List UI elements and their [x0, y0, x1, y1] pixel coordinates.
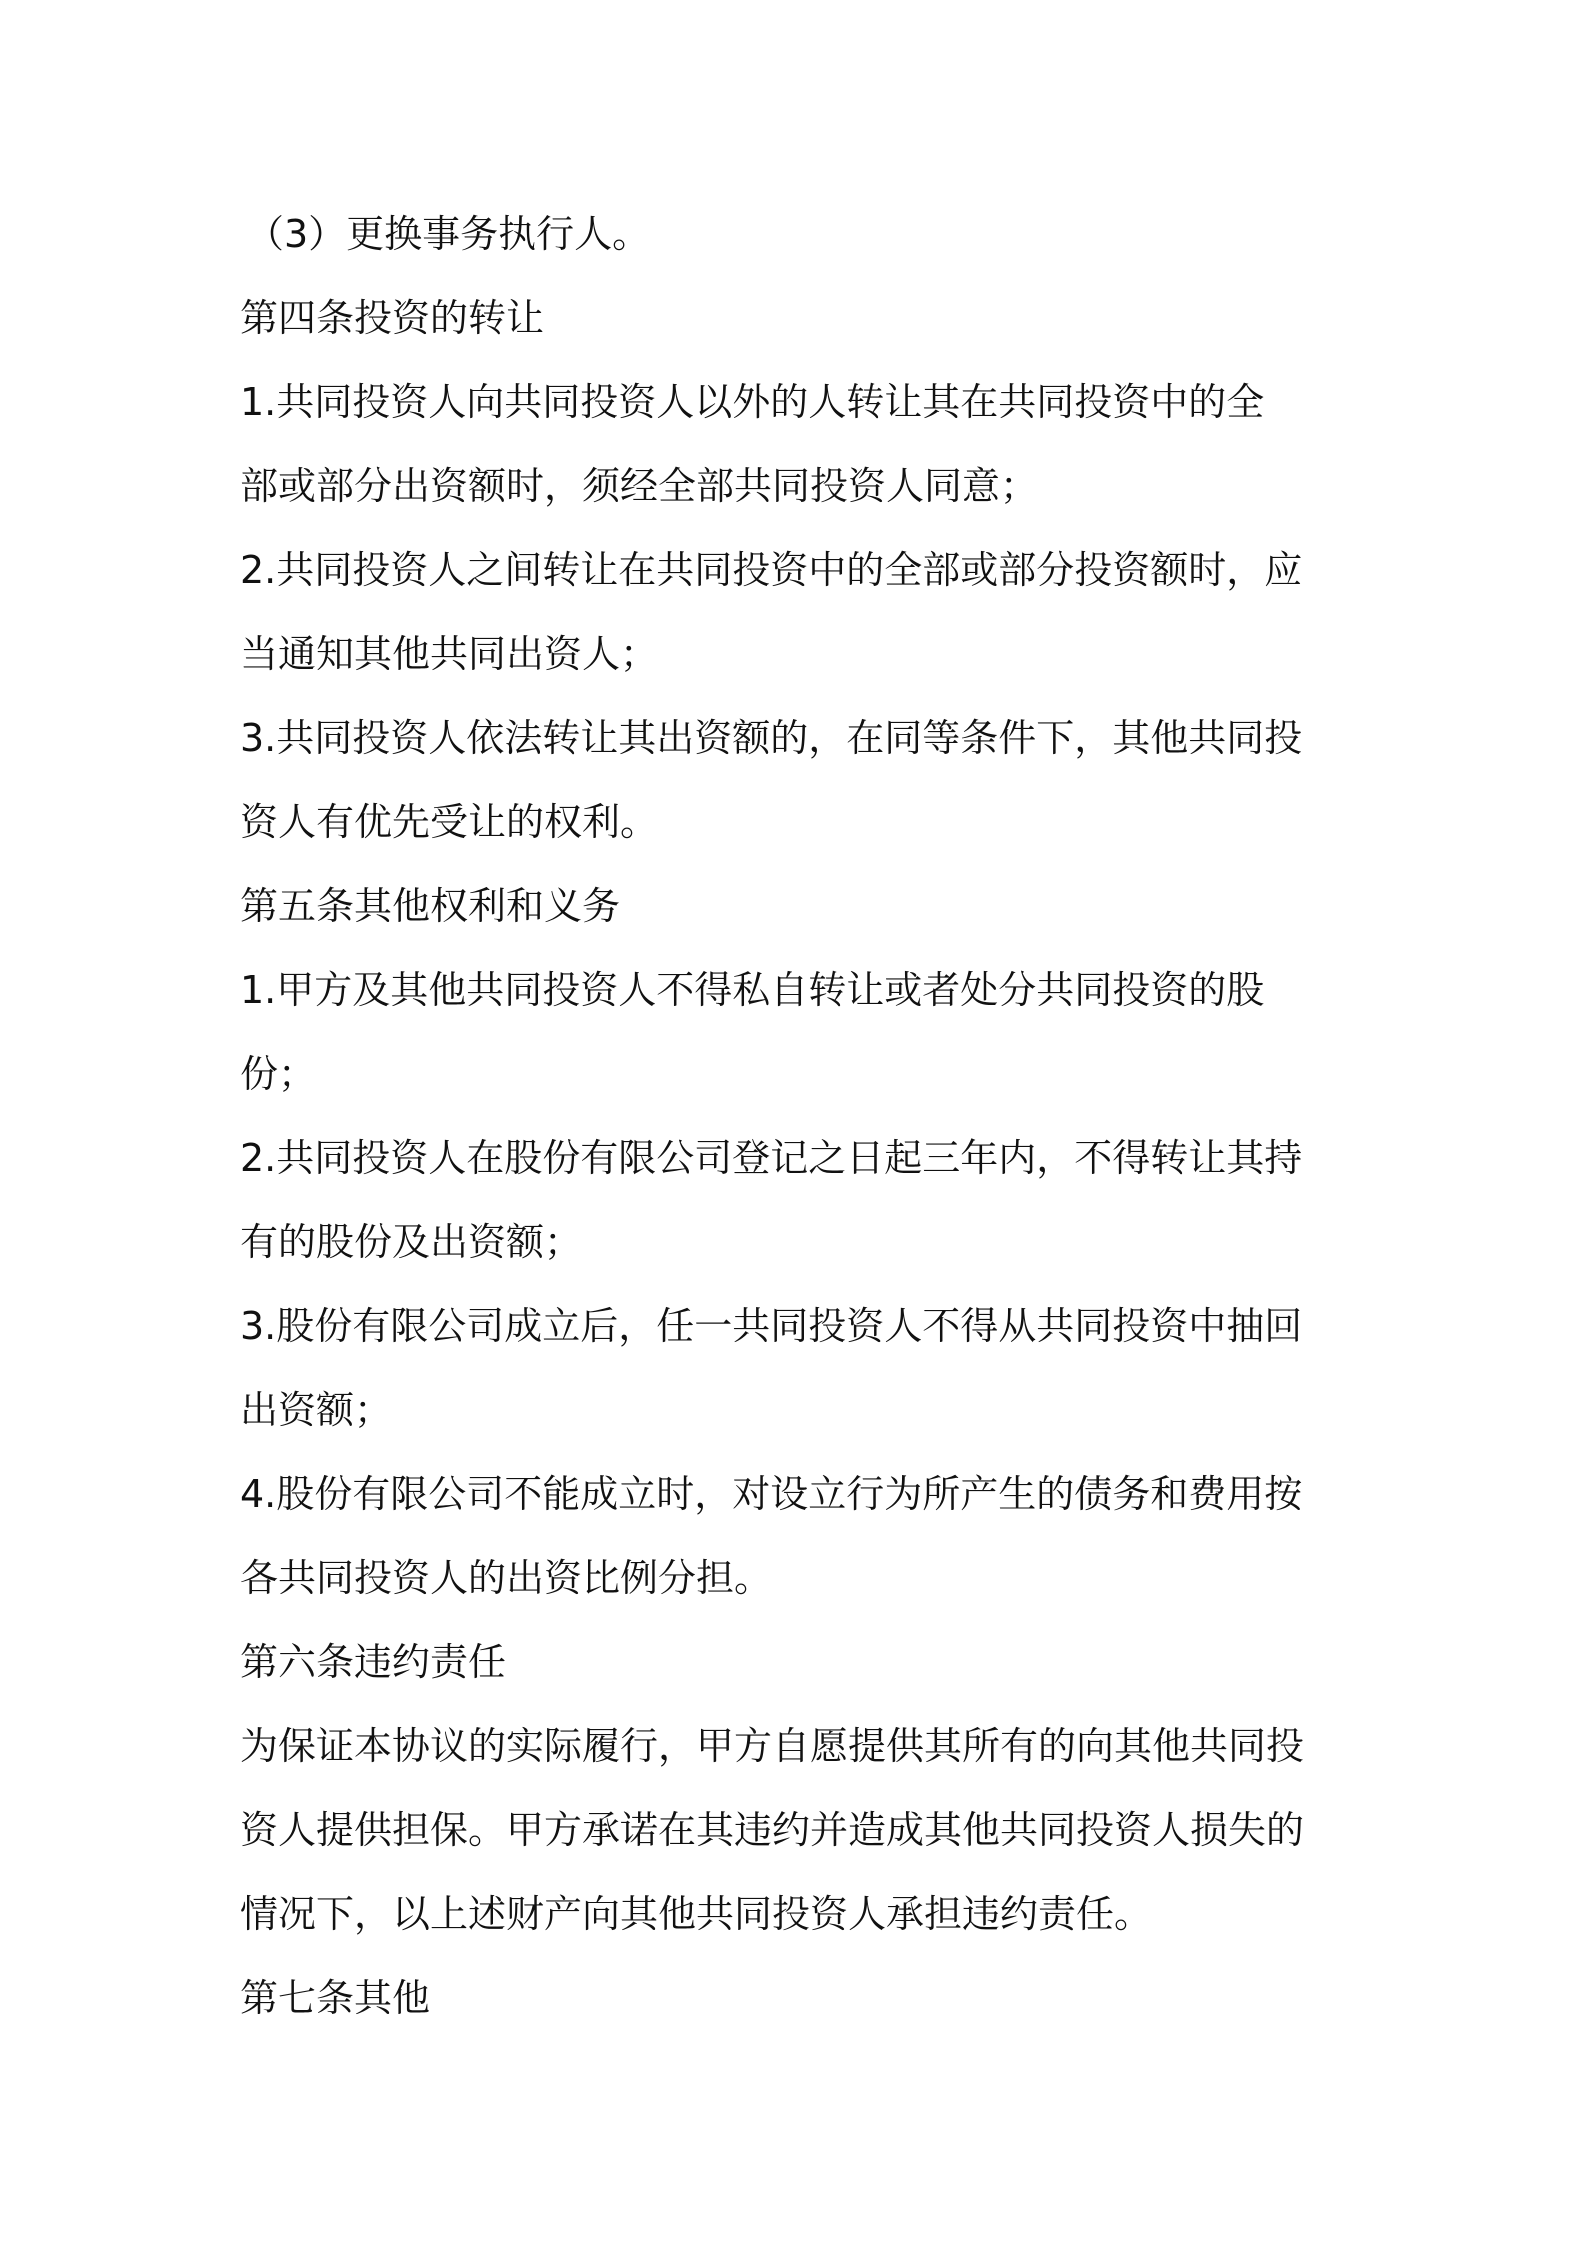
paragraph-line: 2.共同投资人在股份有限公司登记之日起三年内，不得转让其持: [240, 1136, 1303, 1180]
list-item-replace-executor: （3）更换事务执行人。: [246, 212, 651, 256]
section-heading-article-5: 第五条其他权利和义务: [240, 884, 621, 928]
paragraph-line: 有的股份及出资额；: [240, 1220, 583, 1264]
paragraph-line: 出资额；: [240, 1388, 393, 1432]
paragraph-line: 3.共同投资人依法转让其出资额的，在同等条件下，其他共同投: [240, 716, 1303, 760]
paragraph-line: 3.股份有限公司成立后，任一共同投资人不得从共同投资中抽回: [240, 1304, 1303, 1348]
paragraph-line: 为保证本协议的实际履行，甲方自愿提供其所有的向其他共同投: [240, 1724, 1305, 1768]
paragraph-line: 份；: [240, 1052, 317, 1096]
section-heading-article-7: 第七条其他: [240, 1976, 431, 2020]
paragraph-line: 资人有优先受让的权利。: [240, 800, 659, 844]
section-heading-article-6: 第六条违约责任: [240, 1640, 507, 1684]
paragraph-line: 1.共同投资人向共同投资人以外的人转让其在共同投资中的全: [240, 380, 1265, 424]
paragraph-line: 4.股份有限公司不能成立时，对设立行为所产生的债务和费用按: [240, 1472, 1303, 1516]
paragraph-line: 资人提供担保。甲方承诺在其违约并造成其他共同投资人损失的: [240, 1808, 1305, 1852]
section-heading-article-4: 第四条投资的转让: [240, 296, 545, 340]
paragraph-line: 1.甲方及其他共同投资人不得私自转让或者处分共同投资的股: [240, 968, 1265, 1012]
document-body: [240, 192, 1360, 2040]
paragraph-line: 情况下，以上述财产向其他共同投资人承担违约责任。: [240, 1892, 1153, 1936]
paragraph-line: 部或部分出资额时，须经全部共同投资人同意；: [240, 464, 1039, 508]
paragraph-line: 当通知其他共同出资人；: [240, 632, 659, 676]
paragraph-line: 各共同投资人的出资比例分担。: [240, 1556, 773, 1600]
paragraph-line: 2.共同投资人之间转让在共同投资中的全部或部分投资额时，应: [240, 548, 1303, 592]
